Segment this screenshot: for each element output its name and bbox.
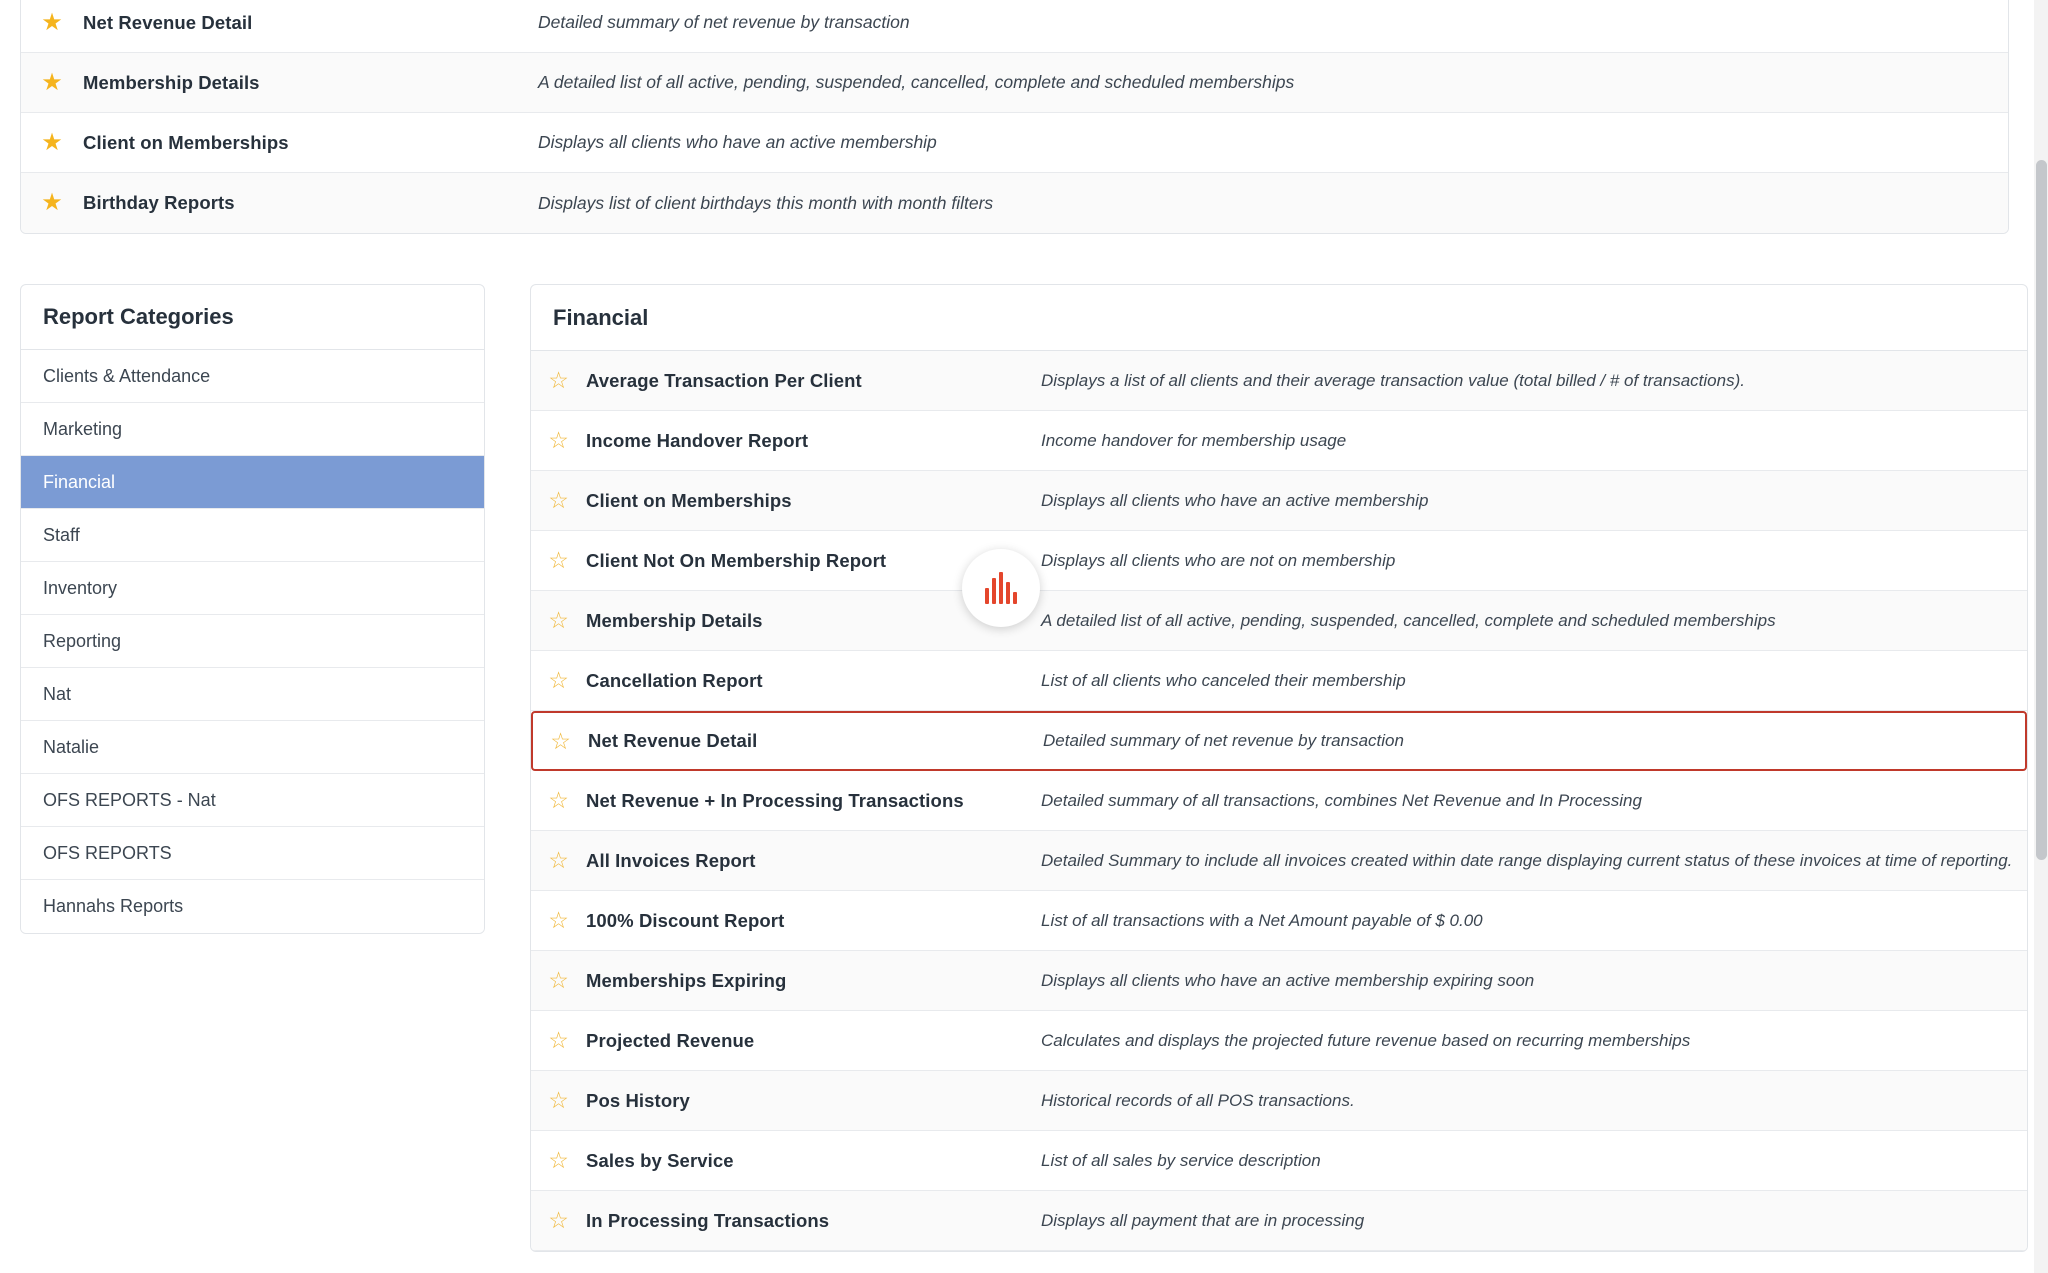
report-row-memberships-expiring[interactable]: [531, 951, 2027, 1011]
report-row-projected-revenue[interactable]: [531, 1011, 2027, 1071]
star-outline-icon[interactable]: ☆: [548, 1207, 569, 1233]
report-description: Displays all clients who have an active membership: [1041, 490, 1429, 510]
sidebar-item-financial[interactable]: Financial: [21, 456, 484, 509]
favourite-reports-panel: [20, 0, 2009, 234]
report-row-net-revenue-in-processing-transactions[interactable]: [531, 771, 2027, 831]
report-name[interactable]: Memberships Expiring: [586, 969, 787, 991]
report-name[interactable]: Membership Details: [83, 71, 260, 93]
star-outline-icon[interactable]: ☆: [548, 1147, 569, 1173]
report-name[interactable]: Average Transaction Per Client: [586, 369, 862, 391]
report-categories-card: [20, 284, 485, 934]
star-outline-icon[interactable]: ☆: [550, 727, 571, 754]
report-description: Historical records of all POS transactions.: [1041, 1090, 1355, 1110]
star-outline-icon[interactable]: ☆: [548, 427, 569, 453]
report-description: Income handover for membership usage: [1041, 430, 1347, 450]
report-description: Displays list of client birthdays this month with month filters: [538, 192, 994, 213]
report-name[interactable]: Sales by Service: [586, 1149, 734, 1171]
favourite-report-row[interactable]: [21, 0, 2008, 53]
report-name[interactable]: In Processing Transactions: [586, 1209, 830, 1231]
sidebar-item-inventory[interactable]: Inventory: [21, 562, 484, 615]
report-description: A detailed list of all active, pending, suspended, cancelled, complete and scheduled memberships: [1041, 610, 1776, 630]
loading-bars-icon: [985, 572, 1017, 604]
report-row-client-on-memberships[interactable]: [531, 471, 2027, 531]
report-description: Detailed summary of net revenue by transaction: [538, 12, 910, 32]
report-row-pos-history[interactable]: [531, 1071, 2027, 1131]
star-outline-icon[interactable]: ☆: [548, 607, 569, 633]
sidebar-item-nat[interactable]: Nat: [21, 668, 484, 721]
report-row-average-transaction-per-client[interactable]: [531, 351, 2027, 411]
report-description: List of all sales by service description: [1041, 1150, 1321, 1170]
report-name[interactable]: Projected Revenue: [586, 1029, 755, 1051]
sidebar-item-hannahs-reports[interactable]: Hannahs Reports: [21, 880, 484, 933]
star-outline-icon[interactable]: ☆: [548, 907, 569, 933]
report-name[interactable]: All Invoices Report: [586, 849, 756, 871]
report-description: A detailed list of all active, pending, suspended, cancelled, complete and scheduled memberships: [538, 72, 1295, 92]
report-description: Displays all payment that are in processing: [1041, 1210, 1365, 1230]
report-name[interactable]: Client on Memberships: [83, 131, 289, 153]
report-description: List of all clients who canceled their membership: [1041, 670, 1406, 690]
star-outline-icon[interactable]: ☆: [548, 667, 569, 693]
report-name[interactable]: Net Revenue + In Processing Transactions: [586, 789, 964, 811]
report-row-cancellation-report[interactable]: [531, 651, 2027, 711]
report-row-in-processing-transactions[interactable]: [531, 1191, 2027, 1251]
favourite-report-row[interactable]: [21, 113, 2008, 173]
report-name[interactable]: Income Handover Report: [586, 429, 809, 451]
sidebar-item-natalie[interactable]: Natalie: [21, 721, 484, 774]
page-scrollbar[interactable]: [2034, 0, 2048, 1273]
star-filled-icon[interactable]: ★: [41, 189, 63, 216]
sidebar-item-staff[interactable]: Staff: [21, 509, 484, 562]
star-outline-icon[interactable]: ☆: [548, 487, 569, 513]
star-filled-icon[interactable]: ★: [41, 68, 63, 96]
report-description: Displays a list of all clients and their average transaction value (total billed / # of transactions).: [1041, 370, 1745, 390]
financial-reports-title: Financial: [531, 285, 2027, 351]
report-name[interactable]: Birthday Reports: [83, 192, 235, 213]
page-scrollbar-thumb[interactable]: [2036, 160, 2047, 860]
star-filled-icon[interactable]: ★: [41, 8, 63, 36]
star-outline-icon[interactable]: ☆: [548, 547, 569, 573]
report-name[interactable]: Membership Details: [586, 609, 763, 631]
sidebar-item-ofs-reports-nat[interactable]: OFS REPORTS - Nat: [21, 774, 484, 827]
report-name[interactable]: Cancellation Report: [586, 669, 763, 691]
star-outline-icon[interactable]: ☆: [548, 787, 569, 813]
favourite-report-row[interactable]: [21, 53, 2008, 113]
star-outline-icon[interactable]: ☆: [548, 367, 569, 393]
report-row-sales-by-service[interactable]: [531, 1131, 2027, 1191]
report-row-all-invoices-report[interactable]: [531, 831, 2027, 891]
report-name[interactable]: Pos History: [586, 1089, 690, 1111]
report-name[interactable]: Client Not On Membership Report: [586, 549, 887, 571]
star-outline-icon[interactable]: ☆: [548, 847, 569, 873]
star-outline-icon[interactable]: ☆: [548, 1087, 569, 1113]
star-outline-icon[interactable]: ☆: [548, 967, 569, 993]
sidebar-item-reporting[interactable]: Reporting: [21, 615, 484, 668]
report-name[interactable]: Net Revenue Detail: [83, 11, 253, 33]
sidebar-item-ofs-reports[interactable]: OFS REPORTS: [21, 827, 484, 880]
report-description: Displays all clients who have an active membership expiring soon: [1041, 970, 1535, 990]
report-description: Calculates and displays the projected future revenue based on recurring memberships: [1041, 1030, 1691, 1050]
sidebar-item-marketing[interactable]: Marketing: [21, 403, 484, 456]
report-name[interactable]: Client on Memberships: [586, 489, 792, 511]
report-description: Displays all clients who have an active membership: [538, 132, 937, 152]
favourite-report-row[interactable]: [21, 173, 2008, 233]
star-filled-icon[interactable]: ★: [41, 128, 63, 156]
report-description: Displays all clients who are not on membership: [1041, 550, 1396, 570]
report-name[interactable]: Net Revenue Detail: [588, 730, 758, 751]
report-row-income-handover-report[interactable]: [531, 411, 2027, 471]
report-name[interactable]: 100% Discount Report: [586, 909, 785, 931]
report-row-net-revenue-detail[interactable]: [531, 711, 2027, 771]
financial-reports-card: [530, 284, 2028, 1252]
sidebar-item-clients-attendance[interactable]: Clients & Attendance: [21, 350, 484, 403]
report-row-membership-details[interactable]: [531, 591, 2027, 651]
report-row-100-discount-report[interactable]: [531, 891, 2027, 951]
report-description: List of all transactions with a Net Amount payable of $ 0.00: [1041, 910, 1483, 930]
report-description: Detailed summary of all transactions, combines Net Revenue and In Processing: [1041, 790, 1642, 810]
reports-browser: [20, 284, 2028, 1252]
report-categories-title: Report Categories: [21, 285, 484, 350]
report-row-client-not-on-membership-report[interactable]: [531, 531, 2027, 591]
report-description: Detailed Summary to include all invoices created within date range displaying current status of these invoices at time of reporting.: [1041, 850, 2013, 870]
star-outline-icon[interactable]: ☆: [548, 1027, 569, 1053]
report-description: Detailed summary of net revenue by transaction: [1043, 731, 1404, 750]
loading-indicator: [962, 549, 1040, 627]
